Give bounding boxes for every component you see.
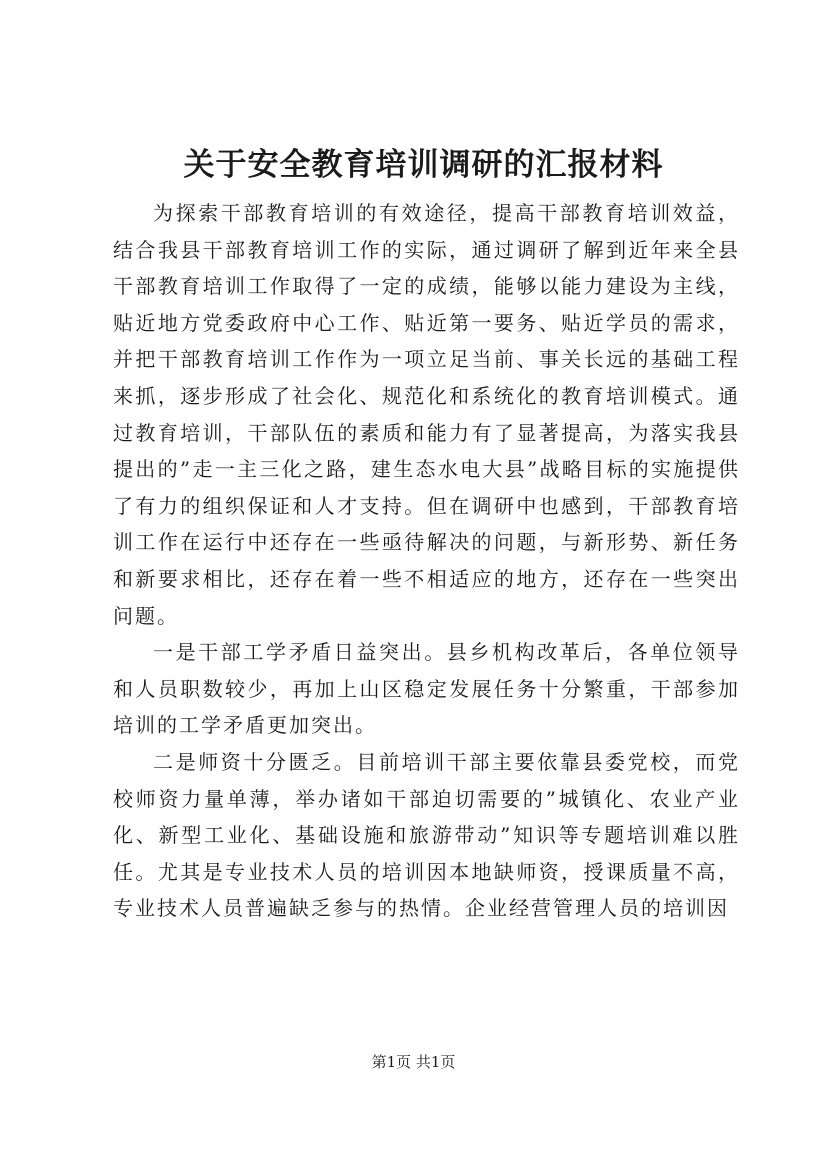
document-title: 关于安全教育培训调研的汇报材料 [183,147,664,183]
paragraph-point-one: 一是干部工学矛盾日益突出。县乡机构改革后，各单位领导和人员职数较少，再加上山区稳定发展任务十分繁重，干部参加培训的工学矛盾更加突出。 [113,640,740,738]
page-footer [0,1052,827,1072]
page-indicator: 第1页 共1页 [371,1053,456,1071]
document-body [113,195,740,927]
paragraph-intro: 为探索干部教育培训的有效途径，提高干部教育培训效益，结合我县干部教育培训工作的实际，通过调研了解到近年来全县干部教育培训工作取得了一定的成绩，能够以能力建设为主线，贴近地方党委政府中心工作、贴近第一要务、贴近学员的需求，并把干部教育培训工作作为一项立足当前、事关长远的基础工程来抓，逐步形成了社会化、规范化和系统化的教育培训模式。通过教育培训，干部队伍的素质和能力有了显著提高，为落实我县提出的”走一主三化之路，建生态水电大县”战略目标的实施提供了有力的组织保证和人才支持。但在调研中也感到，干部教育培训工作在运行中还存在一些亟待解决的问题，与新形势、新任务和新要求相比，还存在着一些不相适应的地方，还存在一些突出问题。 [113,201,740,628]
paragraph-point-two: 二是师资十分匮乏。目前培训干部主要依靠县委党校，而党校师资力量单薄，举办诸如干部迫切需要的”城镇化、农业产业化、新型工业化、基础设施和旅游带动”知识等专题培训难以胜任。尤其是专业技术人员的培训因本地缺师资，授课质量不高，专业技术人员普遍缺乏参与的热情。企业经营管理人员的培训因 [113,749,740,921]
